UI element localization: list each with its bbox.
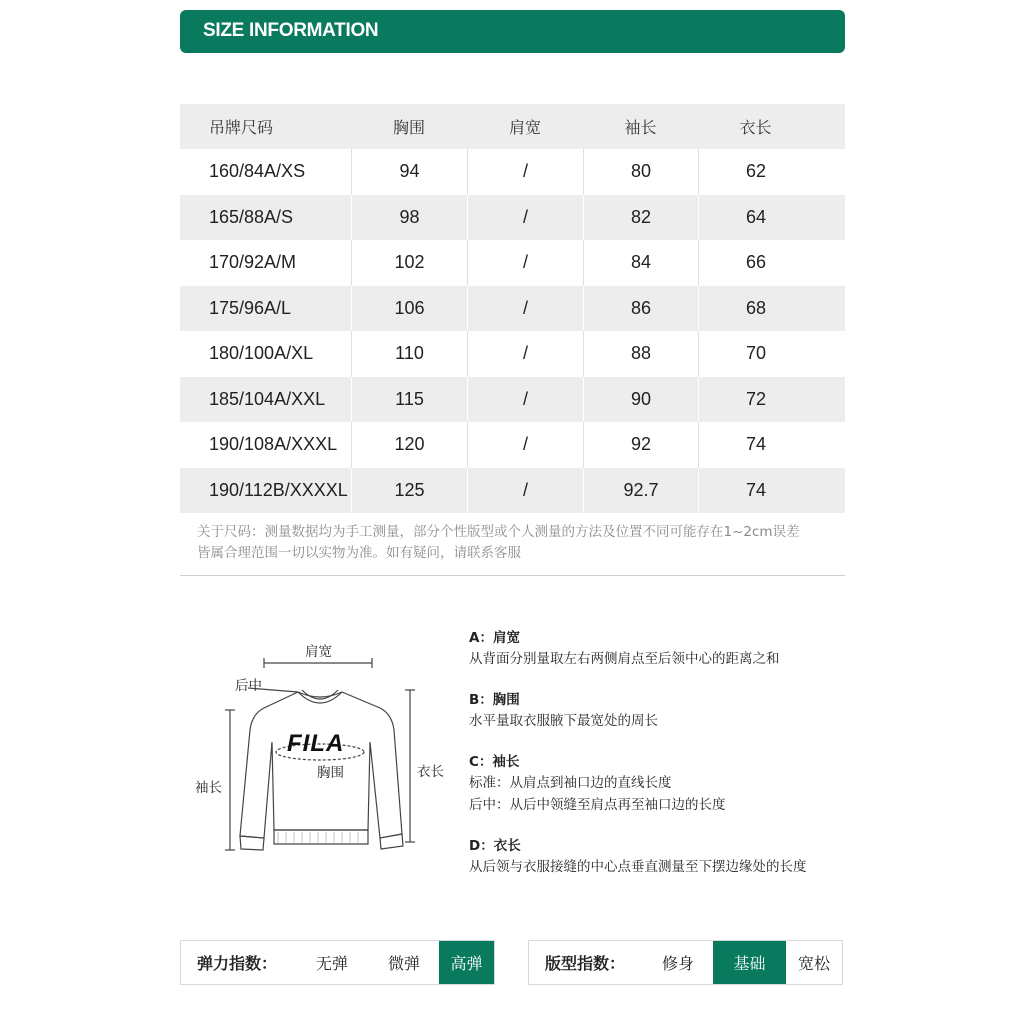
elasticity-option-high: 高弹 <box>439 941 494 984</box>
table-cell: 170/92A/M <box>209 252 297 273</box>
definition-length <box>469 836 849 878</box>
definition-title: A：肩宽 <box>469 630 520 646</box>
table-cell: 98 <box>351 195 467 241</box>
fit-option-loose: 宽松 <box>797 954 830 973</box>
table-cell: 90 <box>583 377 698 423</box>
measurement-definitions <box>469 628 849 898</box>
back-center-label: 后中 <box>235 678 262 694</box>
elasticity-option-none: 无弹 <box>315 954 348 973</box>
definition-text: 从背面分别量取左右两侧肩点至后领中心的距离之和 <box>469 651 780 667</box>
table-cell: 74 <box>698 422 813 468</box>
table-row <box>180 422 845 468</box>
table-cell: 70 <box>698 331 813 377</box>
column-header: 胸围 <box>392 118 425 137</box>
table-cell: / <box>467 468 583 514</box>
table-cell: 82 <box>583 195 698 241</box>
size-table <box>180 104 845 513</box>
table-cell: 88 <box>583 331 698 377</box>
column-header: 吊牌尺码 <box>209 118 274 137</box>
definition-shoulder <box>469 628 849 670</box>
size-note-line: 关于尺码：测量数据均为手工测量，部分个性版型或个人测量的方法及位置不同可能存在1~2cm误差 <box>197 524 800 540</box>
table-cell: 102 <box>351 240 467 286</box>
table-row <box>180 240 845 286</box>
measurement-diagram <box>190 630 460 870</box>
table-cell: 120 <box>351 422 467 468</box>
table-cell: 74 <box>698 468 813 514</box>
column-header: 衣长 <box>739 118 772 137</box>
definition-sleeve <box>469 752 849 816</box>
table-header-row <box>180 104 845 149</box>
table-cell: / <box>467 240 583 286</box>
table-cell: 115 <box>351 377 467 423</box>
definition-text: 水平量取衣服腋下最宽处的周长 <box>469 713 658 729</box>
table-row <box>180 286 845 332</box>
table-cell: 68 <box>698 286 813 332</box>
column-header: 肩宽 <box>508 118 541 137</box>
table-row <box>180 331 845 377</box>
section-header <box>180 10 845 53</box>
table-cell: 62 <box>698 149 813 195</box>
size-note <box>197 522 847 564</box>
elasticity-label: 弹力指数： <box>197 954 278 973</box>
length-label: 衣长 <box>417 764 444 780</box>
table-cell: 64 <box>698 195 813 241</box>
elasticity-scale <box>180 940 495 985</box>
table-cell: 180/100A/XL <box>209 343 314 364</box>
table-cell: 94 <box>351 149 467 195</box>
size-note-line: 皆属合理范围一切以实物为准。如有疑问，请联系客服 <box>197 545 521 561</box>
table-cell: 72 <box>698 377 813 423</box>
table-cell: 125 <box>351 468 467 514</box>
table-cell: 185/104A/XXL <box>209 388 326 409</box>
table-cell: 165/88A/S <box>209 206 294 227</box>
table-row <box>180 377 845 423</box>
fit-scale <box>528 940 843 985</box>
fila-logo: FILA <box>287 730 345 757</box>
table-row <box>180 468 845 514</box>
table-cell: / <box>467 286 583 332</box>
table-cell: 106 <box>351 286 467 332</box>
shoulder-label: 肩宽 <box>305 644 332 660</box>
divider <box>180 575 845 576</box>
table-cell: 84 <box>583 240 698 286</box>
table-cell: 92 <box>583 422 698 468</box>
table-cell: 190/108A/XXXL <box>209 434 338 455</box>
definition-title: C：袖长 <box>469 754 520 770</box>
table-row <box>180 149 845 195</box>
table-cell: 80 <box>583 149 698 195</box>
table-cell: 92.7 <box>583 468 698 514</box>
column-header: 袖长 <box>624 118 657 137</box>
fit-option-slim: 修身 <box>661 954 694 973</box>
fit-label: 版型指数： <box>545 954 626 973</box>
fit-option-regular: 基础 <box>713 941 786 984</box>
table-cell: / <box>467 195 583 241</box>
definition-chest <box>469 690 849 732</box>
table-cell: 66 <box>698 240 813 286</box>
table-cell: / <box>467 377 583 423</box>
table-cell: / <box>467 149 583 195</box>
table-cell: 86 <box>583 286 698 332</box>
table-cell: / <box>467 331 583 377</box>
table-cell: / <box>467 422 583 468</box>
definition-text: 从后领与衣服接缝的中心点垂直测量至下摆边缘处的长度 <box>469 859 807 875</box>
section-title: SIZE INFORMATION <box>203 20 379 41</box>
chest-label: 胸围 <box>317 765 344 781</box>
table-cell: 110 <box>351 331 467 377</box>
definition-text: 后中：从后中领缝至肩点再至袖口边的长度 <box>469 797 726 813</box>
sleeve-label: 袖长 <box>195 780 222 796</box>
table-cell: 175/96A/L <box>209 297 292 318</box>
table-cell: 190/112B/XXXXL <box>209 479 348 500</box>
definition-text: 标准：从肩点到袖口边的直线长度 <box>469 775 672 791</box>
table-cell: 160/84A/XS <box>209 161 306 182</box>
table-row <box>180 195 845 241</box>
definition-title: D：衣长 <box>469 838 521 854</box>
definition-title: B：胸围 <box>469 692 520 708</box>
elasticity-option-slight: 微弹 <box>387 954 420 973</box>
